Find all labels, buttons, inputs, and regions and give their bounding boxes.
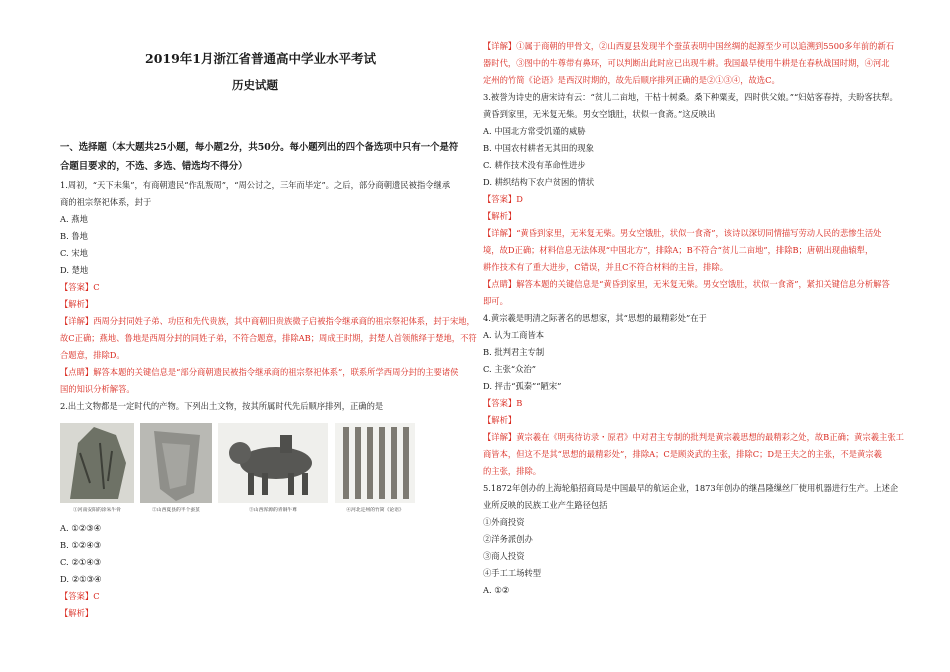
answer-label: 【答案】B: [483, 398, 523, 408]
photo-caption: ③山西浑源的青铜牛尊: [249, 508, 297, 513]
exam-title: 2019年1月浙江省普通高中学业水平考试: [145, 51, 376, 66]
detail-text: 【详解】黄宗羲在《明夷待访录・原君》中对君主专制的批判是黄宗羲思想的最精彩之处，故B正确；黄宗羲主张工: [483, 432, 904, 442]
answer-label: 【答案】D: [483, 194, 523, 204]
question-stem: 业所反映的民族工业产生路径包括: [483, 500, 608, 510]
question-stem: 5.1872年创办的上海轮船招商局是中国最早的航运企业，1873年创办的继昌隆缫丝厂使用机器进行生产。上述企: [483, 483, 899, 493]
cocoon-image: [140, 423, 212, 503]
option-c: C. 宋地: [60, 248, 88, 258]
artifact-photos: [60, 423, 440, 519]
option-a: A. ①②: [483, 585, 510, 595]
option-a: A. 中国北方常受饥谨的威胁: [483, 126, 586, 136]
option-a: A. 认为工商皆本: [483, 330, 545, 340]
question-1: [60, 177, 477, 415]
option-a: A. 燕地: [60, 214, 88, 224]
analysis-label: 【解析】: [483, 211, 517, 221]
option-d: D. 楚地: [60, 265, 89, 275]
list-item: ③商人投资: [483, 551, 525, 561]
detail-text: 故C正确；燕地、鲁地是西周分封的同姓子弟，不符合题意，排除AB；周成王时期，封楚人首领熊绎于楚地，不符: [60, 333, 477, 343]
detail-text: 耕作技术有了重大进步，C错误，并且C不符合材料的主旨，排除。: [483, 262, 729, 272]
option-d: D. 耕织结构下农户贫困的情状: [483, 177, 595, 187]
answer-label: 【答案】C: [60, 591, 100, 601]
option-d: D. ②①③④: [60, 574, 102, 584]
left-column: [60, 138, 458, 176]
photo-caption: ②山西夏县的半个蚕茧: [152, 508, 200, 513]
bamboo-slips-image: [335, 423, 415, 503]
tip-text: 【点睛】解答本题的关键信息是“部分商朝遗民被指令继承商的祖宗祭祀体系”，联系所学西周分封的主要诸侯: [60, 367, 459, 377]
artifact-photo-bronze-ox: [218, 423, 328, 519]
list-item: ②洋务派创办: [483, 534, 533, 544]
artifact-photo-bamboo-slips: [335, 423, 415, 519]
detail-text: 【详解】①属于商朝的甲骨文，②山西夏县发现半个蚕茧表明中国丝绸的起源至少可以追溯到5500多年前的新石: [483, 41, 895, 51]
option-d: D. 抨击“孤秦”“陋宋”: [483, 381, 562, 391]
list-item: ①外商投资: [483, 517, 525, 527]
question-2-options: [60, 520, 101, 622]
question-stem: 2.出土文物都是一定时代的产物。下列出土文物，按其所属时代先后顺序排列，正确的是: [60, 401, 384, 411]
option-b: B. 中国农村耕者无其田的现象: [483, 143, 594, 153]
option-c: C. 主张“众治”: [483, 364, 536, 374]
option-c: C. 耕作技术没有革命性进步: [483, 160, 586, 170]
analysis-label: 【解析】: [60, 299, 94, 309]
option-b: B. 鲁地: [60, 231, 88, 241]
tip-text: 即可。: [483, 296, 508, 306]
answer-label: 【答案】C: [60, 282, 100, 292]
option-a: A. ①②③④: [60, 523, 102, 533]
detail-text: 的主张，排除。: [483, 466, 542, 476]
detail-text: 合题意，排除D。: [60, 350, 125, 360]
detail-text: 境，故D正确；材料信息无法体现“中国北方”，排除A；B不符合“贫儿二亩地”，排除B；唐朝出现曲辕犁，: [483, 245, 874, 255]
analysis-label: 【解析】: [483, 415, 517, 425]
oracle-bone-image: [60, 423, 134, 503]
option-b: B. 批判君主专制: [483, 347, 545, 357]
question-stem: 1.周初，“天下未集”，有商朝遗民“作乱叛周”，“周公讨之，三年而毕定”。之后，部分商朝遗民被指令继承: [60, 180, 451, 190]
detail-text: 【详解】“黄昏到家里，无米复无柴。男女空饿肚，状似一食斋”，该诗以深切同情描写劳动人民的悲惨生活处: [483, 228, 882, 238]
option-b: B. ①②④③: [60, 540, 102, 550]
question-stem: 3.被誉为诗史的唐宋诗有云：“贫儿二亩地，干枯十树桑。桑下种粟麦，四时供父娘。”“妇姑客春持，夫盼客扶犁。: [483, 92, 898, 102]
bronze-ox-image: [218, 423, 328, 503]
analysis-label: 【解析】: [60, 608, 94, 618]
list-item: ④手工工场转型: [483, 568, 542, 578]
question-stem: 黄昏到家里，无米复无柴。男女空饿肚，状似一食斋。”这反映出: [483, 109, 716, 119]
section-heading: 合题目要求的，不选、多选、错选均不得分）: [60, 161, 248, 172]
option-c: C. ②①④③: [60, 557, 102, 567]
detail-text: 器时代，③图中的牛尊带有鼻环，可以判断出此时应已出现牛耕。我国最早使用牛耕是在春秋战国时期，④河北: [483, 58, 890, 68]
artifact-photo-oracle-bone: [60, 423, 134, 519]
question-stem: 4.黄宗羲是明清之际著名的思想家，其“思想的最精彩处”在于: [483, 313, 707, 323]
tip-text: 国的知识分析解答。: [60, 384, 135, 394]
detail-text: 【详解】西周分封同姓子弟、功臣和先代贵族，其中商朝旧贵族微子启被指令继承商的祖宗祭祀体系，封于宋地，: [60, 316, 475, 326]
section-heading: 一、选择题（本大题共25小题，每小题2分，共50分。每小题列出的四个备选项中只有一个是符: [60, 142, 459, 153]
right-column: [483, 38, 904, 599]
photo-caption: ④河北定州的竹简《论语》: [346, 508, 404, 513]
exam-subtitle: 历史试题: [232, 78, 278, 92]
detail-text: 定州的竹简《论语》是西汉时期的，故先后顺序排列正确的是②①③④，故选C。: [483, 75, 780, 85]
photo-caption: ①河南安阳的涂朱牛骨: [73, 508, 121, 513]
tip-text: 【点睛】解答本题的关键信息是“黄昏到家里，无米复无柴。男女空饿肚，状似一食斋”，紧扣关键信息分析解答: [483, 279, 890, 289]
artifact-photo-silkworm-cocoon: [140, 423, 212, 519]
question-stem: 商的祖宗祭祀体系，封于: [60, 197, 152, 207]
detail-text: 商皆本，但这不是其“思想的最精彩处”，排除A；C是顾炎武的主张，排除C；D是王夫之的主张，不是黄宗羲: [483, 449, 882, 459]
